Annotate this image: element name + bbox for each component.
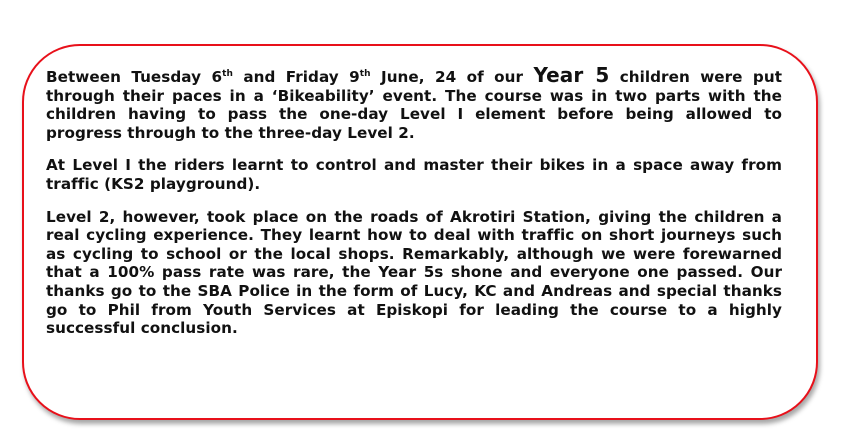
ordinal-suffix-1: th <box>222 69 233 79</box>
intro-text-3: June, 24 of our <box>370 68 534 86</box>
paragraph-level-2: Level 2, however, took place on the roads of Akrotiri Station, giving the children a real cycling experience. They learnt how to deal with traffic on short journeys such as cycling to school or the local shops. Remarkably, although we were forewarned that a 100% pass rate was rare, the Year 5s shone and everyone one passed. Our thanks go to the SBA Police in the form of Lucy, KC and Andreas and special thanks go to Phil from Youth Services at Episkopi for leading the course to a highly successful conclusion. <box>46 207 782 338</box>
paragraph-intro <box>46 63 783 142</box>
intro-text-2: and Friday 9 <box>232 68 360 86</box>
year-group-highlight: Year 5 <box>533 63 610 87</box>
intro-text-1: Between Tuesday 6 <box>46 68 223 86</box>
paragraph-level-1: At Level I the riders learnt to control and master their bikes in a space away from traffic (KS2 playground). <box>46 156 782 193</box>
ordinal-suffix-2: th <box>359 69 371 79</box>
intro-text-4: children were put through their paces in a ‘Bikeability’ event. The course was in two parts with the children having to pass the one-day Level I element before being allowed to progress through to the three-day Level 2. <box>46 68 783 142</box>
article-body <box>46 63 783 352</box>
